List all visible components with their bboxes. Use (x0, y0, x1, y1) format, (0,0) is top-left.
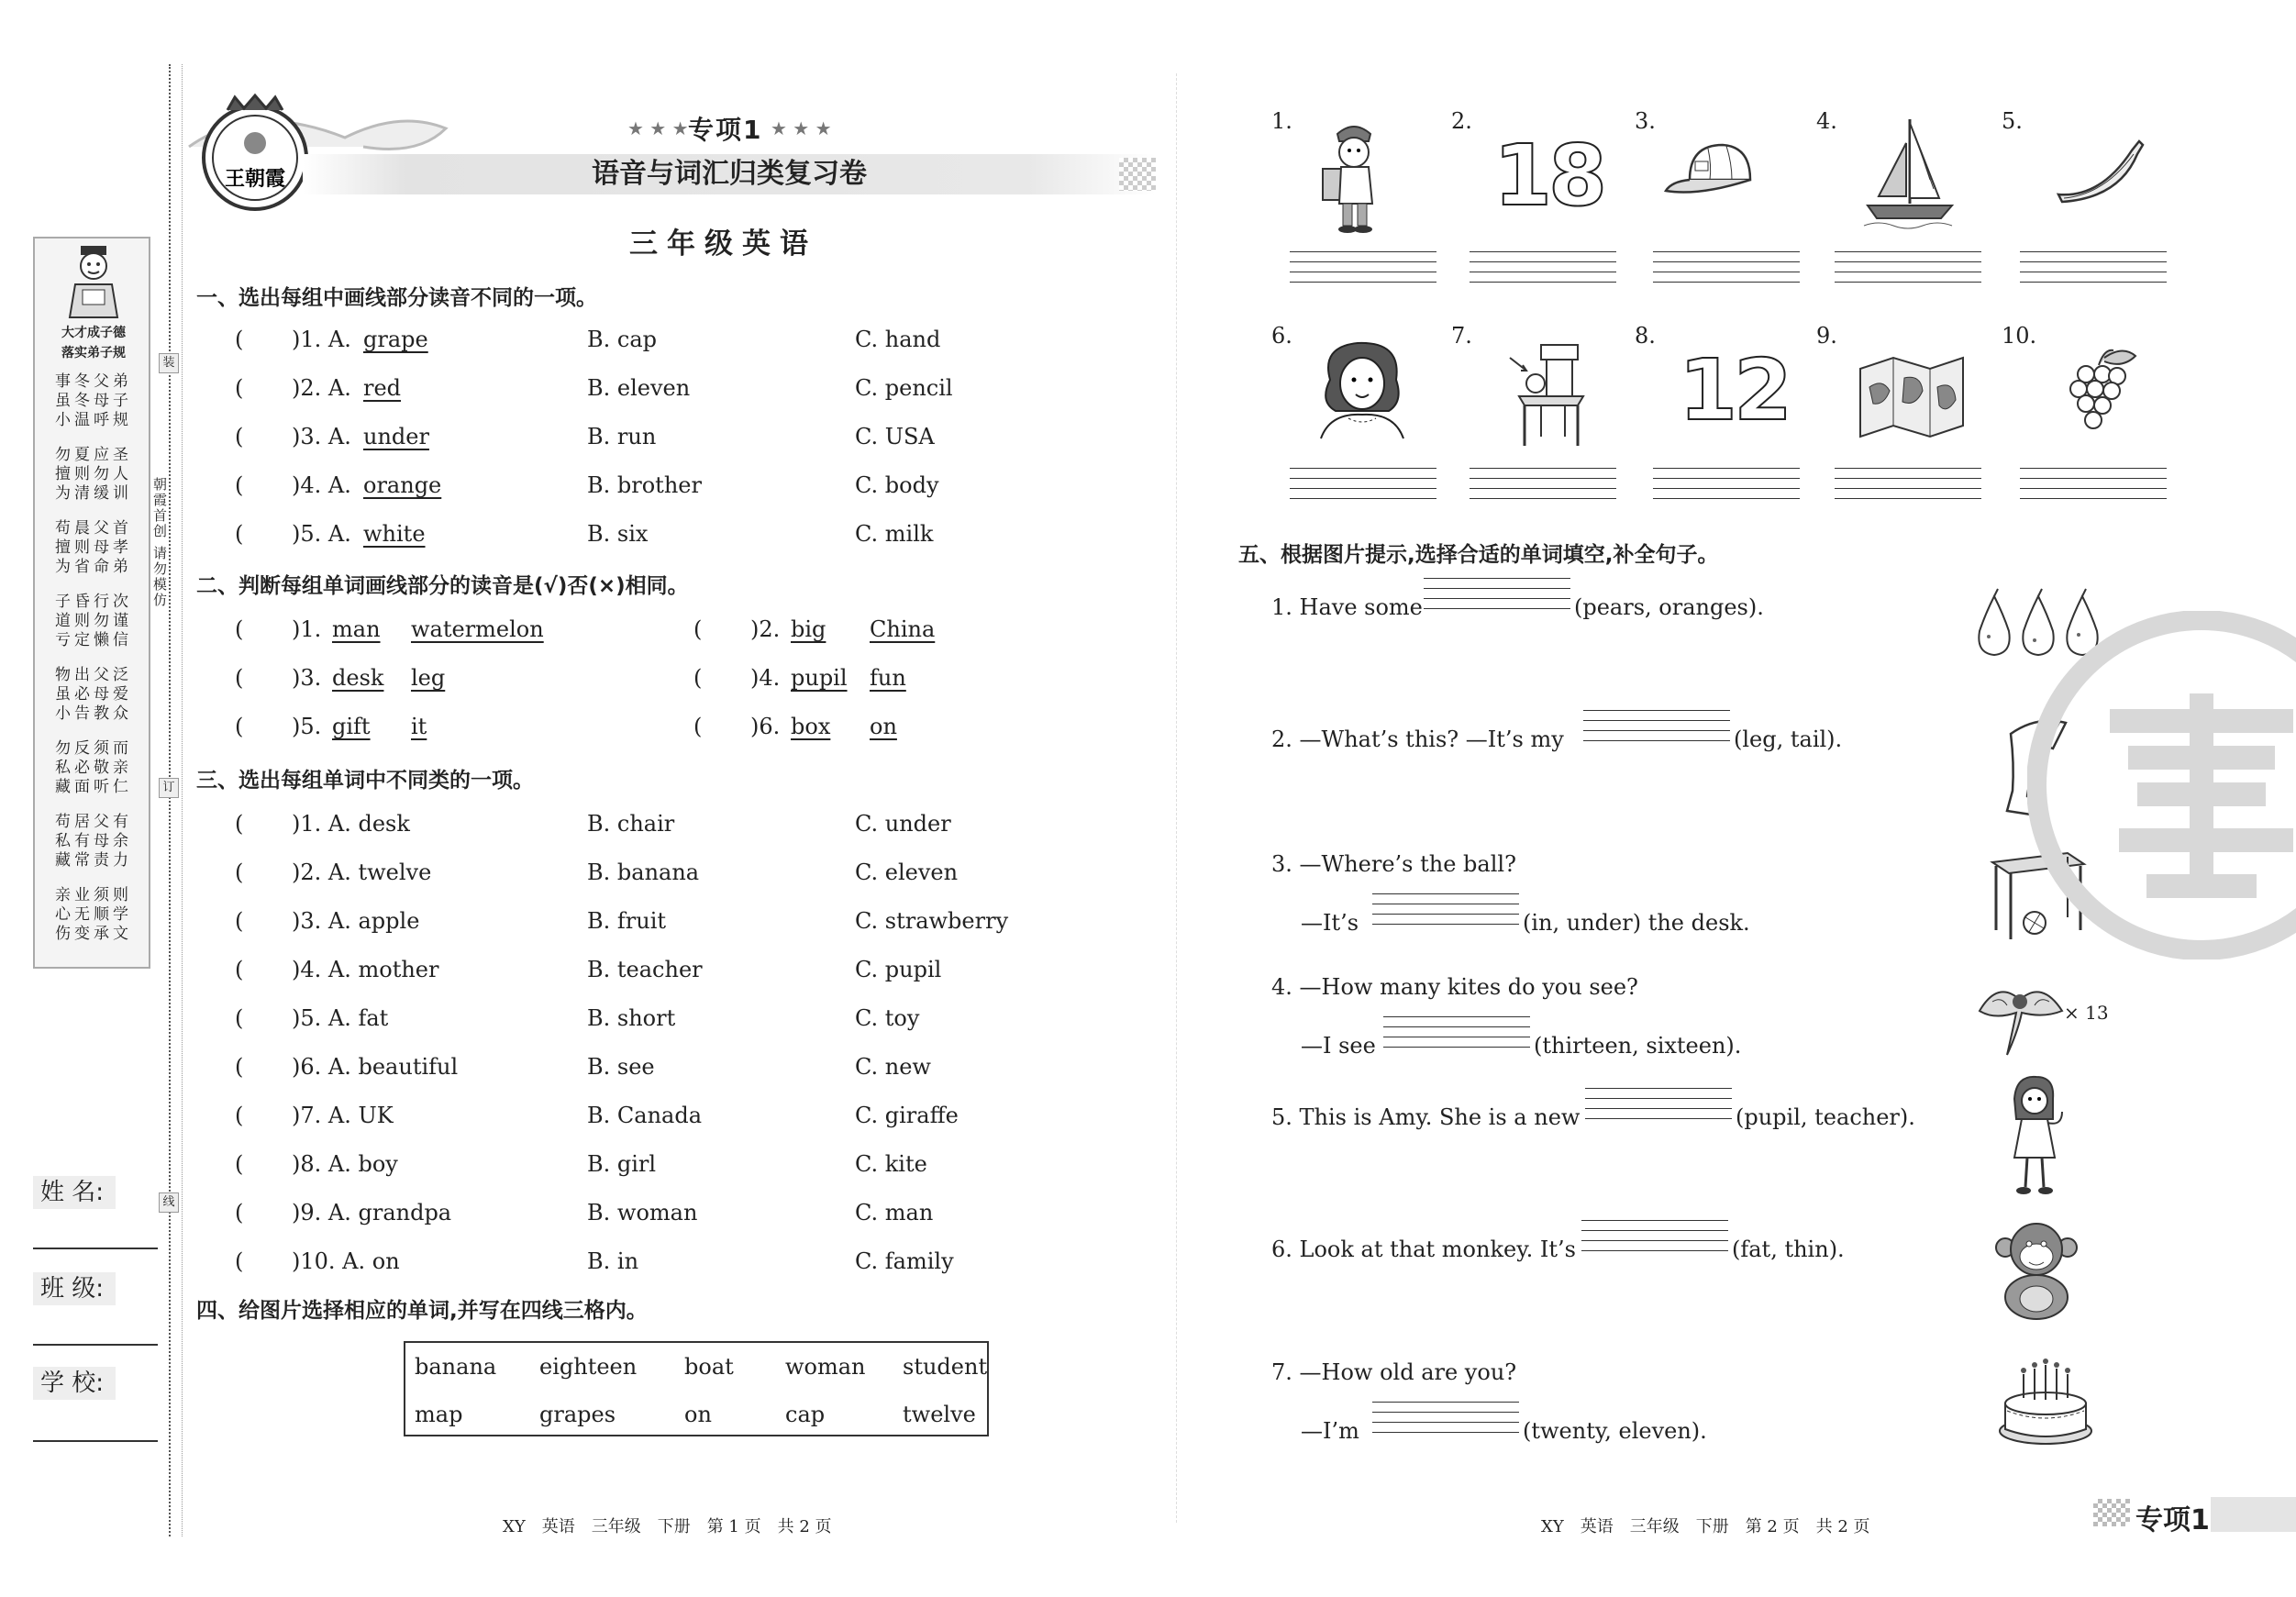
s3-option-c[interactable]: C. toy (855, 1005, 920, 1031)
four-line-grid[interactable] (1835, 251, 1981, 292)
binding-seal-3: 线 (159, 1192, 179, 1213)
picture-number: 7. (1451, 323, 1472, 349)
verse-line: 道则勿谨 (55, 612, 132, 630)
s3-option-b[interactable]: B. girl (587, 1151, 657, 1177)
word-bank-word: twelve (903, 1402, 976, 1427)
s4-question: 4. —How many kites do you see? (1271, 974, 1638, 1000)
answer-bracket[interactable]: ( (235, 521, 250, 547)
svg-text:王朝霞: 王朝霞 (224, 167, 286, 191)
s3-option-a[interactable]: )9. A. grandpa (292, 1200, 452, 1225)
word-bank-word: map (415, 1402, 463, 1427)
s2-word-2: it (411, 714, 427, 739)
s1-option-c[interactable]: C. pencil (855, 375, 953, 401)
verse-line: 心无顺学 (55, 905, 132, 924)
s2-word-1: gift (332, 714, 371, 739)
answer-bracket[interactable]: ( (235, 714, 244, 739)
s2-word-2: watermelon (411, 616, 544, 642)
answer-bracket[interactable]: ( (235, 616, 244, 642)
s3-option-b[interactable]: B. woman (587, 1200, 698, 1225)
verse-line: 勿反须而 (55, 739, 132, 758)
s2-word-2: on (870, 714, 897, 739)
answer-bracket[interactable]: ( (235, 424, 250, 449)
s3-option-a[interactable]: )4. A. mother (292, 957, 439, 982)
section4-heading: 四、给图片选择相应的单词,并写在四线三格内。 (196, 1299, 648, 1323)
s1-item-number: )5. A. (292, 521, 351, 547)
s3-option-c[interactable]: C. man (855, 1200, 934, 1225)
verse-line: 苟晨父首 (55, 519, 132, 538)
kite-count-label: × 13 (2064, 1002, 2109, 1024)
section2-heading: 二、判断每组单词画线部分的读音是(√)否(×)相同。 (196, 574, 689, 598)
s3-option-a[interactable]: )10. A. on (292, 1248, 400, 1274)
s2-item-number: )5. (292, 714, 322, 739)
four-line-grid[interactable] (1653, 468, 1800, 508)
verse-line: 私有母余 (55, 832, 132, 850)
binding-seal-2: 订 (159, 778, 179, 798)
chair-with-ball-picture (1504, 339, 1596, 449)
verse-line: 为省命弟 (55, 558, 132, 576)
s1-option-a[interactable]: grape (363, 327, 428, 352)
section1-heading: 一、选出每组中画线部分读音不同的一项。 (196, 286, 597, 310)
verse-line: 虽冬母子 (55, 392, 132, 410)
s3-option-b[interactable]: B. banana (587, 859, 700, 885)
answer-bracket[interactable]: ( (235, 1151, 244, 1177)
s3-question: 3. —Where’s the ball? (1271, 851, 1516, 877)
s1-option-a[interactable]: white (363, 521, 426, 547)
four-line-grid[interactable] (1470, 251, 1616, 292)
corner-decoration (2093, 1499, 2130, 1526)
footer-right: XY 英语 三年级 下册 第 2 页 共 2 页 (1541, 1517, 1870, 1536)
s3-option-a[interactable]: )3. A. apple (292, 908, 420, 934)
s3-option-b[interactable]: B. see (587, 1054, 655, 1080)
s1-option-a[interactable]: red (363, 375, 402, 401)
word-bank-word: boat (684, 1354, 734, 1380)
s2-word-1: box (791, 714, 831, 739)
s2-item-number: )3. (292, 665, 322, 691)
student-boy-picture (1317, 116, 1391, 235)
s1-option-b[interactable]: B. eleven (587, 375, 691, 401)
copyright-vertical-text: 朝霞首创 请勿模仿 (151, 477, 168, 608)
scholar-cartoon-icon (62, 244, 125, 321)
s2-word-2: China (870, 616, 936, 642)
s1-item-number: )4. A. (292, 472, 351, 498)
s2-item-number: )4. (750, 665, 781, 691)
sentence-choices: (fat, thin). (1732, 1237, 1845, 1262)
s3-option-c[interactable]: C. under (855, 811, 951, 837)
s2-item-number: )2. (750, 616, 781, 642)
answer-blank[interactable] (1581, 1220, 1728, 1260)
section3-heading: 三、选出每组单词中不同类的一项。 (196, 769, 534, 793)
s2-item-number: )1. (292, 616, 322, 642)
picture-number: 4. (1816, 108, 1837, 134)
footer-left: XY 英语 三年级 下册 第 1 页 共 2 页 (503, 1517, 832, 1536)
s3-option-c[interactable]: C. eleven (855, 859, 959, 885)
page-divider (1176, 73, 1177, 1523)
kite-picture (1970, 978, 2069, 1060)
verse-line: 物出父泛 (55, 666, 132, 684)
sentence-text: 1. Have some (1271, 594, 1423, 620)
title-checker-decoration (1119, 158, 1156, 191)
sailboat-picture (1860, 116, 1961, 235)
grade-subject-title: 三年级英语 (629, 227, 817, 261)
s2-item-number: )6. (750, 714, 781, 739)
picture-number: 9. (1816, 323, 1837, 349)
number-18-picture: 18 (1493, 127, 1604, 225)
s3-option-a[interactable]: )8. A. boy (292, 1151, 398, 1177)
s1-option-b[interactable]: B. run (587, 424, 657, 449)
four-line-grid[interactable] (1835, 468, 1981, 508)
s3-option-a[interactable]: )1. A. desk (292, 811, 410, 837)
picture-number: 6. (1271, 323, 1292, 349)
s2-word-2: fun (870, 665, 906, 691)
s3-option-c[interactable]: C. pupil (855, 957, 942, 982)
subtitle-stars-right: ★ ★ ★ (771, 117, 832, 139)
four-line-grid[interactable] (1470, 468, 1616, 508)
s7-question: 7. —How old are you? (1271, 1359, 1517, 1385)
verse-line: 苟居父有 (55, 813, 132, 831)
verse-line: 虽必母爱 (55, 685, 132, 704)
sentence-choices: (twenty, eleven). (1523, 1418, 1707, 1444)
s2-word-1: man (332, 616, 381, 642)
sentence-choices: (pupil, teacher). (1736, 1104, 1915, 1130)
sentence-text: —I’m (1301, 1418, 1359, 1444)
cap-picture (1662, 138, 1772, 202)
answer-blank[interactable] (1424, 578, 1570, 618)
s1-item-number: )2. A. (292, 375, 351, 401)
verse-line: 小温呼规 (55, 411, 132, 429)
picture-number: 10. (2002, 323, 2037, 349)
answer-bracket[interactable]: ( (235, 1005, 244, 1031)
motto-line-2: 落实弟子规 (61, 346, 126, 360)
s3-option-b[interactable]: B. fruit (587, 908, 667, 934)
binding-seal-1: 装 (159, 353, 179, 373)
answer-blank[interactable] (1383, 1016, 1530, 1057)
word-bank-word: woman (785, 1354, 866, 1380)
answer-blank[interactable] (1583, 710, 1730, 750)
s2-word-1: desk (332, 665, 384, 691)
answer-blank[interactable] (1372, 893, 1519, 934)
map-picture (1857, 350, 1967, 442)
word-bank-word: cap (785, 1402, 826, 1427)
s1-option-c[interactable]: C. hand (855, 327, 941, 352)
sentence-text: 6. Look at that monkey. It’s (1271, 1237, 1576, 1262)
s2-word-2: leg (411, 665, 446, 691)
sentence-choices: (in, under) the desk. (1523, 910, 1750, 936)
word-bank-word: student (903, 1354, 988, 1380)
name-field[interactable] (33, 1248, 158, 1249)
four-line-grid[interactable] (2020, 251, 2167, 292)
s3-option-a[interactable]: )6. A. beautiful (292, 1054, 459, 1080)
monkey-picture (1991, 1220, 2082, 1323)
answer-bracket[interactable]: ( (693, 665, 703, 691)
s1-option-c[interactable]: C. body (855, 472, 939, 498)
s3-option-b[interactable]: B. chair (587, 811, 675, 837)
picture-number: 1. (1271, 108, 1292, 134)
answer-bracket[interactable]: ( (235, 665, 244, 691)
four-line-grid[interactable] (2020, 468, 2167, 508)
answer-bracket[interactable]: ( (693, 714, 703, 739)
answer-bracket[interactable]: ( (235, 375, 250, 401)
school-field[interactable] (33, 1440, 158, 1442)
s3-option-b[interactable]: B. teacher (587, 957, 703, 982)
subtitle-stars: ★ ★ ★ (627, 117, 689, 139)
sentence-text: 5. This is Amy. She is a new (1271, 1104, 1581, 1130)
answer-bracket[interactable]: ( (235, 1103, 244, 1128)
answer-bracket[interactable]: ( (235, 957, 244, 982)
s1-option-a[interactable]: orange (363, 472, 442, 498)
watermark-seal-icon (2027, 611, 2296, 959)
s1-option-c[interactable]: C. milk (855, 521, 934, 547)
answer-bracket[interactable]: ( (235, 472, 250, 498)
grapes-picture (2058, 345, 2141, 446)
word-bank-word: on (684, 1402, 712, 1427)
s3-option-c[interactable]: C. family (855, 1248, 954, 1274)
s3-option-b[interactable]: B. in (587, 1248, 639, 1274)
motto-line-1: 大才成子德 (61, 326, 126, 340)
four-line-grid[interactable] (1290, 468, 1436, 508)
answer-bracket[interactable]: ( (235, 1248, 244, 1274)
sentence-text: —It’s (1301, 910, 1359, 936)
verse-line: 事冬父弟 (55, 372, 132, 391)
binding-line-2 (182, 64, 183, 1536)
picture-number: 8. (1635, 323, 1656, 349)
section5-heading: 五、根据图片提示,选择合适的单词填空,补全句子。 (1238, 543, 1719, 567)
s1-option-c[interactable]: C. USA (855, 424, 935, 449)
s2-word-1: pupil (791, 665, 848, 691)
s3-option-b[interactable]: B. Canada (587, 1103, 703, 1128)
verse-line: 亏定懒信 (55, 631, 132, 649)
page-title: 语音与词汇归类复习卷 (303, 154, 1156, 194)
s1-item-number: )3. A. (292, 424, 351, 449)
s3-option-c[interactable]: C. new (855, 1054, 931, 1080)
verse-line: 擅则勿人 (55, 465, 132, 483)
s3-option-a[interactable]: )5. A. fat (292, 1005, 389, 1031)
verse-line: 为清缓训 (55, 484, 132, 503)
verse-line: 藏面听仁 (55, 778, 132, 796)
binding-line (169, 64, 171, 1536)
picture-number: 5. (2002, 108, 2023, 134)
verse-line: 亲业须则 (55, 886, 132, 904)
sentence-choices: (pears, oranges). (1574, 594, 1764, 620)
woman-picture (1312, 338, 1413, 440)
s3-option-c[interactable]: C. strawberry (855, 908, 1009, 934)
s3-option-a[interactable]: )7. A. UK (292, 1103, 394, 1128)
sentence-choices: (thirteen, sixteen). (1534, 1033, 1742, 1059)
name-label: 姓 名: (33, 1176, 116, 1209)
verse-line: 勿夏应圣 (55, 446, 132, 464)
s1-option-a[interactable]: under (363, 424, 429, 449)
sidebar-motto-panel (33, 237, 150, 969)
corner-series-label: 专项1 (2135, 1504, 2210, 1536)
answer-blank[interactable] (1585, 1088, 1732, 1128)
banana-picture (2055, 134, 2146, 207)
s3-option-c[interactable]: C. giraffe (855, 1103, 959, 1128)
s1-option-b[interactable]: B. cap (587, 327, 658, 352)
verse-line: 私必敬亲 (55, 759, 132, 777)
s1-option-b[interactable]: B. six (587, 521, 649, 547)
four-line-grid[interactable] (1653, 251, 1800, 292)
word-bank-word: eighteen (539, 1354, 638, 1380)
verse-line: 子昏行次 (55, 593, 132, 611)
class-label: 班 级: (33, 1272, 116, 1305)
verse-line: 伤变承文 (55, 925, 132, 943)
s3-option-b[interactable]: B. short (587, 1005, 676, 1031)
verse-line: 擅则母孝 (55, 538, 132, 557)
picture-number: 3. (1635, 108, 1656, 134)
answer-bracket[interactable]: ( (235, 859, 244, 885)
verse-line: 小告教众 (55, 704, 132, 723)
sentence-choices: (leg, tail). (1734, 726, 1843, 752)
s1-option-b[interactable]: B. brother (587, 472, 702, 498)
amy-girl-picture (1998, 1071, 2071, 1200)
school-label: 学 校: (33, 1367, 116, 1400)
series-subtitle: 专项1 (688, 115, 763, 145)
s3-option-c[interactable]: C. kite (855, 1151, 927, 1177)
verse-line: 藏常责力 (55, 851, 132, 870)
answer-bracket[interactable]: ( (693, 616, 703, 642)
s3-option-a[interactable]: )2. A. twelve (292, 859, 432, 885)
word-bank-word: banana (415, 1354, 497, 1380)
sentence-text: 2. —What’s this? —It’s my (1271, 726, 1564, 752)
answer-blank[interactable] (1372, 1402, 1519, 1442)
answer-bracket[interactable]: ( (235, 811, 244, 837)
sentence-text: —I see (1301, 1033, 1376, 1059)
four-line-grid[interactable] (1290, 251, 1436, 292)
number-12-picture: 12 (1679, 341, 1790, 439)
answer-bracket[interactable]: ( (235, 1054, 244, 1080)
answer-bracket[interactable]: ( (235, 908, 244, 934)
s2-word-1: big (791, 616, 826, 642)
birthday-cake-picture (1996, 1352, 2095, 1447)
answer-bracket[interactable]: ( (235, 327, 250, 352)
s1-item-number: )1. A. (292, 327, 351, 352)
class-field[interactable] (33, 1344, 158, 1346)
picture-number: 2. (1451, 108, 1472, 134)
corner-bar (2211, 1497, 2296, 1532)
word-bank-word: grapes (539, 1402, 616, 1427)
answer-bracket[interactable]: ( (235, 1200, 244, 1225)
